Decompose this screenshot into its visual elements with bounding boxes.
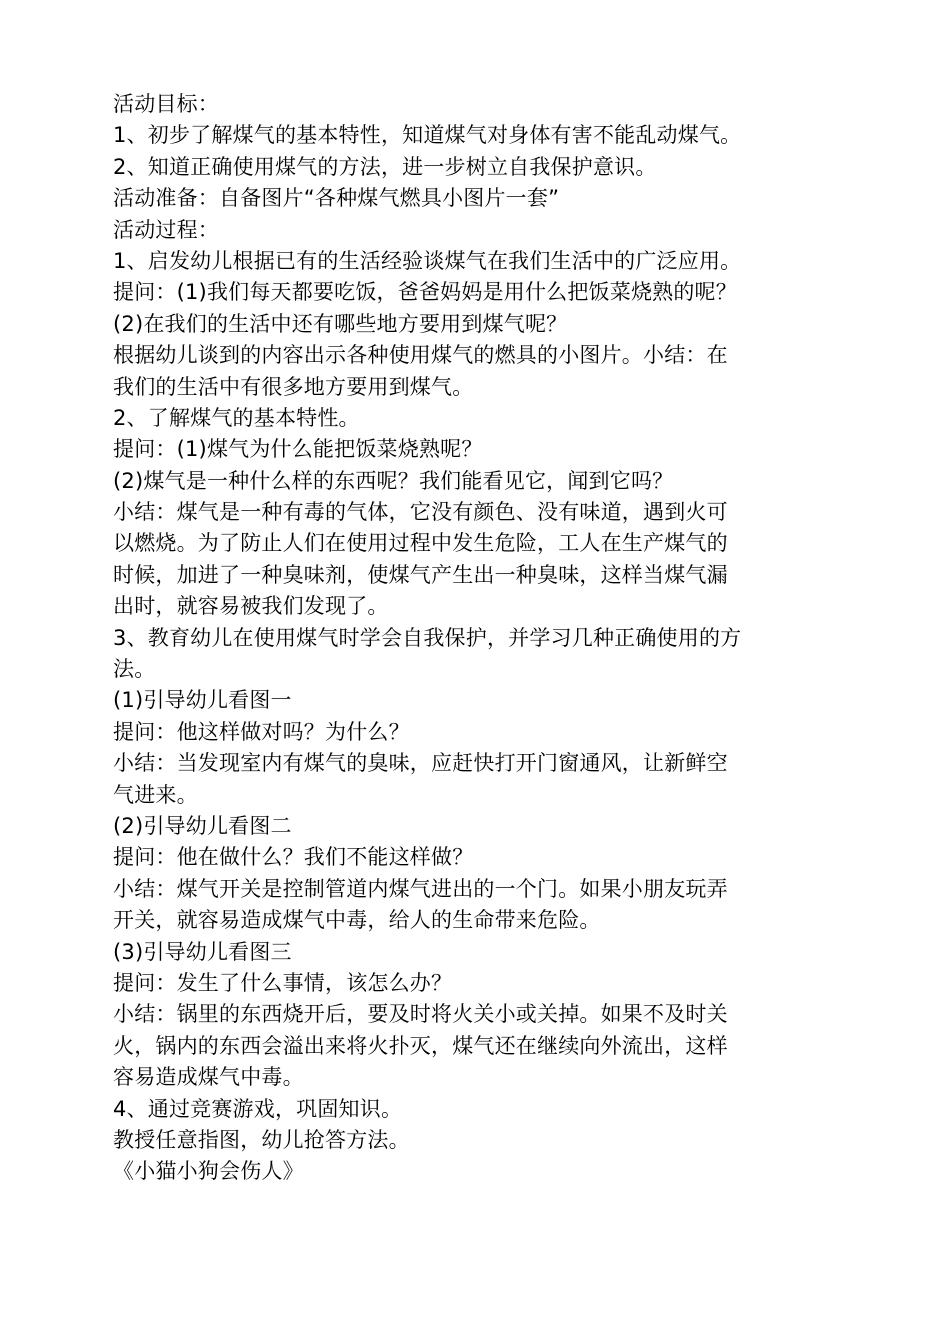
text-line: 1、初步了解煤气的基本特性，知道煤气对身体有害不能乱动煤气。 xyxy=(113,123,742,148)
text-line: (2)在我们的生活中还有哪些地方要用到煤气呢？ xyxy=(113,311,568,336)
text-line: 活动过程： xyxy=(113,217,219,242)
text-line: 出时，就容易被我们发现了。 xyxy=(113,594,389,619)
text-line: 《小猫小狗会伤人》 xyxy=(113,1159,304,1184)
text-line: 2、知道正确使用煤气的方法，进一步树立自我保护意识。 xyxy=(113,154,657,179)
text-line: 活动准备：自备图片“各种煤气燃具小图片一套” xyxy=(113,186,560,211)
text-line: 我们的生活中有很多地方要用到煤气。 xyxy=(113,374,474,399)
text-line: 活动目标： xyxy=(113,92,219,116)
text-line: 开关，就容易造成煤气中毒，给人的生命带来危险。 xyxy=(113,908,601,933)
text-line: 小结：煤气是一种有毒的气体，它没有颜色、没有味道，遇到火可 xyxy=(113,500,728,525)
text-line: 火，锅内的东西会溢出来将火扑灭，煤气还在继续向外流出，这样 xyxy=(113,1033,728,1058)
text-line: 法。 xyxy=(113,657,156,682)
text-line: 3、教育幼儿在使用煤气时学会自我保护，并学习几种正确使用的方 xyxy=(113,625,742,650)
text-line: (2)煤气是一种什么样的东西呢？我们能看见它，闻到它吗？ xyxy=(113,468,674,493)
document-body xyxy=(113,89,833,1188)
text-line: 根据幼儿谈到的内容出示各种使用煤气的燃具的小图片。小结：在 xyxy=(113,343,728,368)
text-line: 4、通过竞赛游戏，巩固知识。 xyxy=(113,1096,403,1121)
text-line: 提问：(1)煤气为什么能把饭菜烧熟呢？ xyxy=(113,437,483,462)
text-line: 教授任意指图，幼儿抢答方法。 xyxy=(113,1127,410,1152)
text-line: 小结：当发现室内有煤气的臭味，应赶快打开门窗通风，让新鲜空 xyxy=(113,751,728,776)
text-line: 提问：(1)我们每天都要吃饭，爸爸妈妈是用什么把饭菜烧熟的呢？ xyxy=(113,280,737,305)
text-line: 提问：他在做什么？我们不能这样做？ xyxy=(113,845,474,870)
text-line: (1)引导幼儿看图一 xyxy=(113,688,292,713)
text-line: 以燃烧。为了防止人们在使用过程中发生危险，工人在生产煤气的 xyxy=(113,531,728,556)
text-line: 提问：他这样做对吗？为什么？ xyxy=(113,719,410,744)
text-line: (3)引导幼儿看图三 xyxy=(113,939,292,964)
text-line: 1、启发幼儿根据已有的生活经验谈煤气在我们生活中的广泛应用。 xyxy=(113,248,742,273)
text-line: 时候，加进了一种臭味剂，使煤气产生出一种臭味，这样当煤气漏 xyxy=(113,562,728,587)
text-line: 气进来。 xyxy=(113,782,198,807)
text-line: 2、了解煤气的基本特性。 xyxy=(113,405,360,430)
text-line: 小结：煤气开关是控制管道内煤气进出的一个门。如果小朋友玩弄 xyxy=(113,876,728,901)
text-line: 小结：锅里的东西烧开后，要及时将火关小或关掉。如果不及时关 xyxy=(113,1002,728,1027)
text-line: (2)引导幼儿看图二 xyxy=(113,813,292,838)
text-line: 容易造成煤气中毒。 xyxy=(113,1065,304,1090)
text-line: 提问：发生了什么事情，该怎么办？ xyxy=(113,970,453,995)
